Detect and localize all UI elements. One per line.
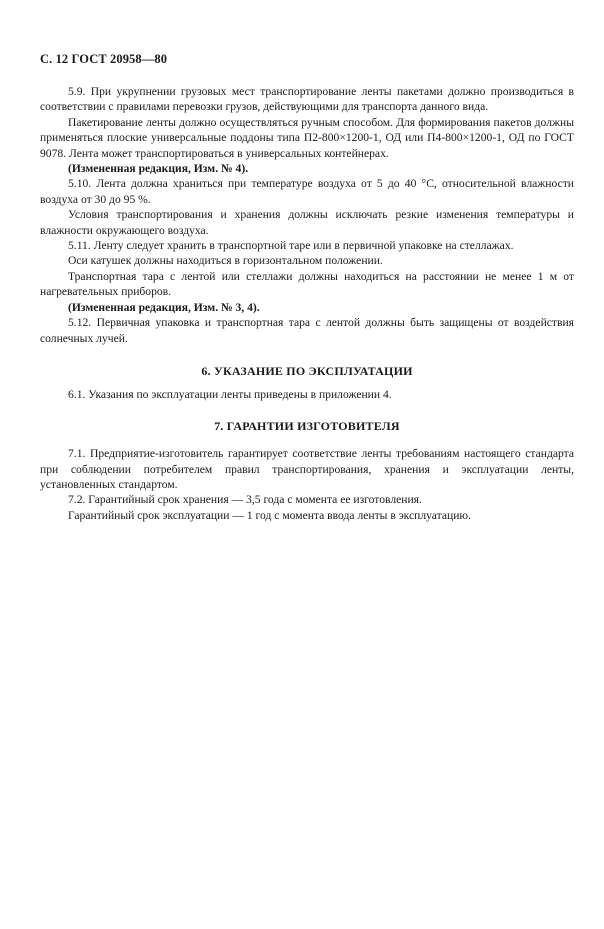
paragraph-6-1: 6.1. Указания по эксплуатации ленты приведены в приложении 4. [68,388,392,402]
paragraph-5-10: 5.10. Лента должна храниться при температуре воздуха от 5 до 40 °С, относительной влажности воздуха от 30 до 95 %. [40,177,574,206]
section-heading-7: 7. ГАРАНТИИ ИЗГОТОВИТЕЛЯ [214,418,400,433]
paragraph-5-12: 5.12. Первичная упаковка и транспортная тара с лентой должны быть защищены от воздействия солнечных лучей. [40,316,574,345]
paragraph-packaging: Пакетирование ленты должно осуществляться ручным способом. Для формирования пакетов должны применяться плоские универсальные поддоны типа П2-800×1200-1, ОД или П4-800×1200-1, ОД по ГОСТ 9078. Лента может транспортироваться в универсальных контейнерах. [40,115,574,160]
paragraph-5-11: 5.11. Ленту следует хранить в транспортной таре или в первичной упаковке на стеллажах. [68,239,514,253]
amendment-note: (Измененная редакция, Изм. № 3, 4). [68,300,260,314]
paragraph-distance: Транспортная тара с лентой или стеллажи должны находиться на расстоянии не менее 1 м от нагревательных приборов. [40,269,574,299]
amendment-note: (Измененная редакция, Изм. № 4). [68,162,249,176]
section-heading-6: 6. УКАЗАНИЕ ПО ЭКСПЛУАТАЦИИ [201,363,413,378]
document-body [40,84,574,523]
paragraph-7-1: 7.1. Предприятие-изготовитель гарантирует соответствие ленты требованиям настоящего стандарта при соблюдении потребителем правил транспортирования, хранения и эксплуатации ленты, установленных стандартом. [40,447,574,491]
paragraph-conditions: Условия транспортирования и хранения должны исключать резкие изменения температуры и влажности окружающего воздуха. [40,208,574,237]
paragraph-reel-axes: Оси катушек должны находиться в горизонтальном положении. [68,254,383,268]
page-header: С. 12 ГОСТ 20958—80 [40,52,168,66]
paragraph-5-9: 5.9. При укрупнении грузовых мест транспортирование ленты пакетами должно производиться в соответствии с правилами перевозки грузов, действующими для транспорта данного вида. [40,85,574,114]
paragraph-warranty-use: Гарантийный срок эксплуатации — 1 год с момента ввода ленты в эксплуатацию. [68,508,471,522]
paragraph-7-2: 7.2. Гарантийный срок хранения — 3,5 года с момента ее изготовления. [68,493,422,507]
section-6 [40,387,574,402]
section-7 [40,446,574,523]
section-5 [40,84,574,346]
